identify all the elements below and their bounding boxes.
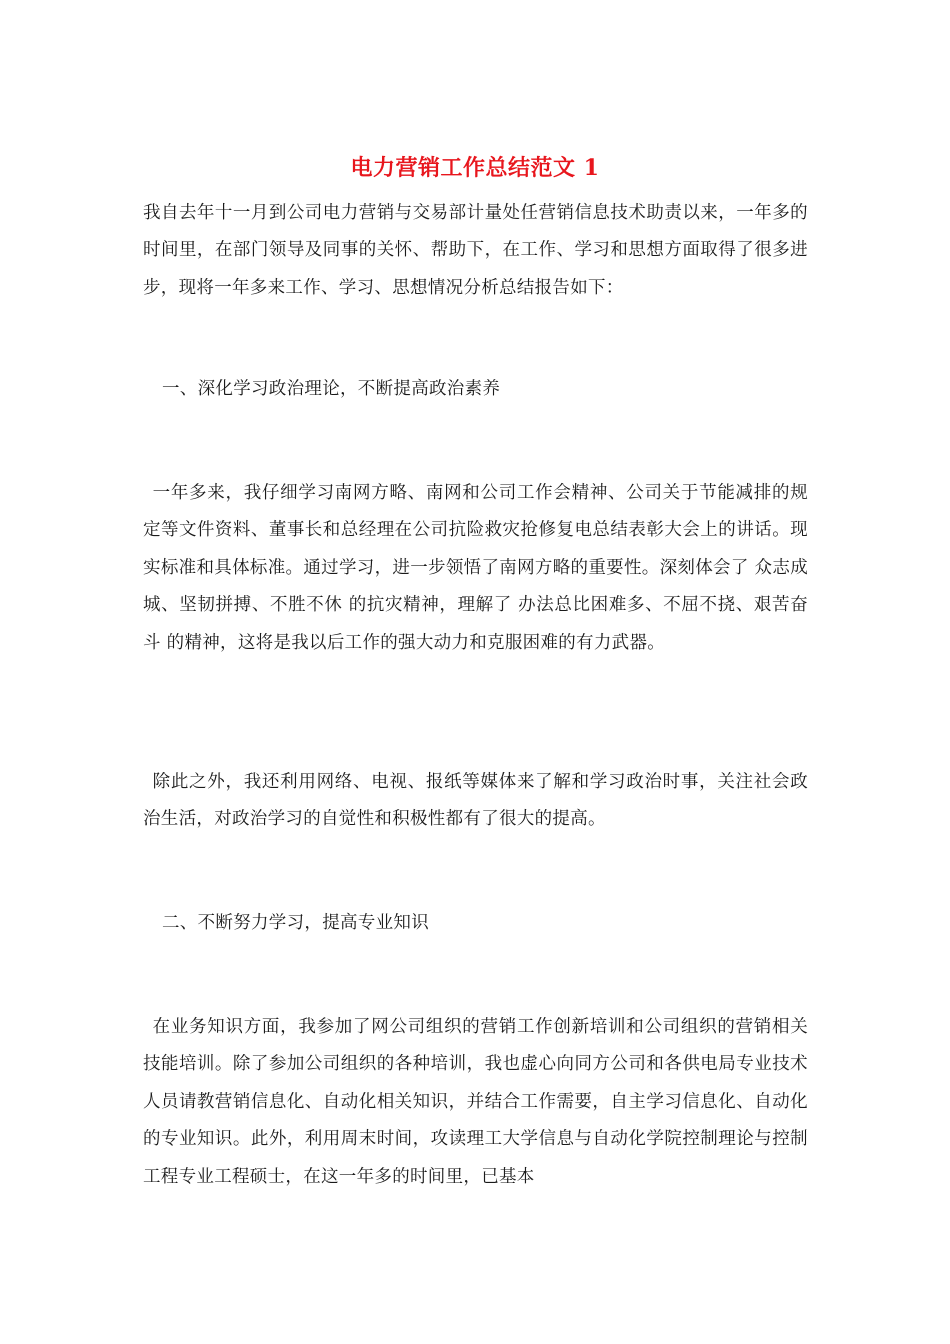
section2-paragraph-1: 在业务知识方面，我参加了网公司组织的营销工作创新培训和公司组织的营销相关技能培训。除了参加公司组织的各种培训，我也虚心向同方公司和各供电局专业技术人员请教营销信息化、自动化相关知识，并结合工作需要，自主学习信息化、自动化的专业知识。此外，利用周末时间，攻读理工大学信息与自动化学院控制理论与控制工程专业工程硕士，在这一年多的时间里，已基本 <box>143 1017 808 1187</box>
section1-paragraph-2: 除此之外，我还利用网络、电视、报纸等媒体来了解和学习政治时事，关注社会政治生活，对政治学习的自觉性和积极性都有了很大的提高。 <box>143 772 808 830</box>
section1-paragraph-1: 一年多来，我仔细学习南网方略、南网和公司工作会精神、公司关于节能减排的规定等文件资料、董事长和总经理在公司抗险救灾抢修复电总结表彰大会上的讲话。现实标准和具体标准。通过学习，进一步领悟了南网方略的重要性。深刻体会了 众志成城、坚韧拼搏、不胜不休 的抗灾精神，理解了 办法总比困难多、不屈不挠、艰苦奋斗 的精神，这将是我以后工作的强大动力和克服困难的有力武器。 <box>143 483 808 653</box>
intro-paragraph: 我自去年十一月到公司电力营销与交易部计量处任营销信息技术助责以来，一年多的时间里，在部门领导及同事的关怀、帮助下，在工作、学习和思想方面取得了很多进步，现将一年多来工作、学习、思想情况分析总结报告如下： <box>143 203 808 298</box>
document-title: 电力营销工作总结范文 1 <box>350 155 600 181</box>
section-heading-2: 二、不断努力学习，提高专业知识 <box>162 913 429 933</box>
section-heading-1: 一、深化学习政治理论，不断提高政治素养 <box>162 379 501 399</box>
